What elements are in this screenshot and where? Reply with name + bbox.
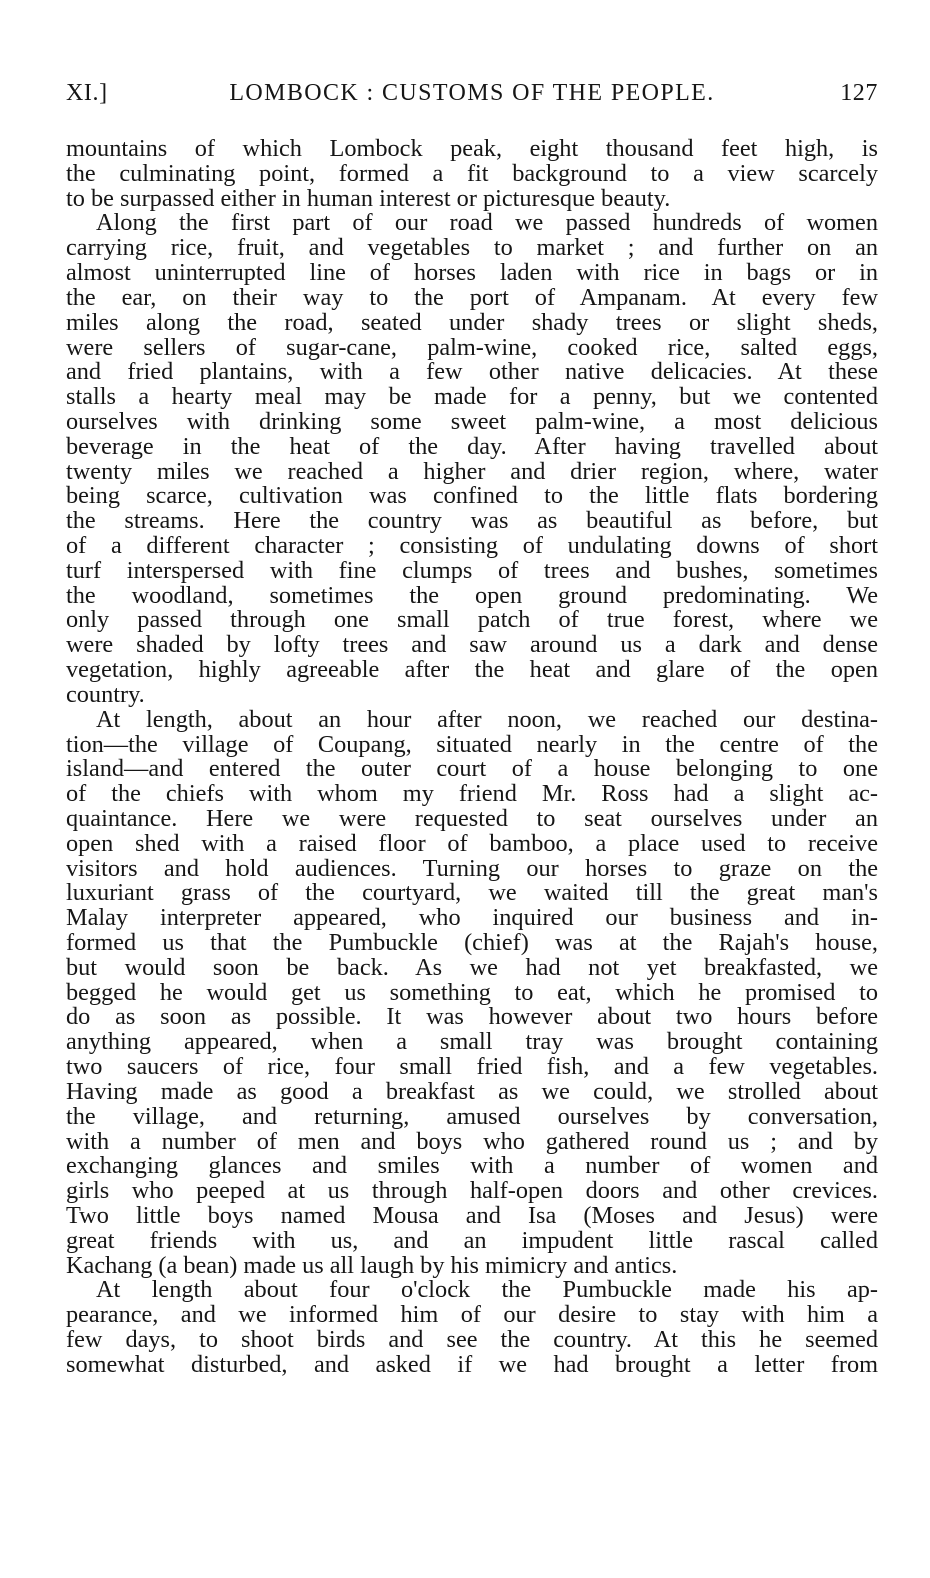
text-line: quaintance. Here we were requested to seat ourselves under an [66,806,878,832]
text-line: luxuriant grass of the courtyard, we waited till the great man's [66,881,878,907]
page-number: 127 [840,80,878,106]
text-line: of a different character ; consisting of undulating downs of short [66,534,878,559]
text-line: carrying rice, fruit, and vegetables to market ; and further on an [66,236,878,262]
text-line: with a number of men and boys who gathered round us ; and by [66,1129,878,1155]
text-line: were sellers of sugar-cane, palm-wine, cooked rice, salted eggs, [66,335,878,361]
text-line: tion—the village of Coupang, situated nearly in the centre of the [66,732,878,758]
text-line: but would soon be back. As we had not yet breakfasted, we [66,955,878,981]
text-line: and fried plantains, with a few other native delicacies. At these [66,360,878,386]
text-line: the streams. Here the country was as beautiful as before, but [66,509,878,534]
text-line: the ear, on their way to the port of Ampanam. At every few [66,285,878,311]
text-line: being scarce, cultivation was confined to the little flats bordering [66,484,878,510]
text-line: twenty miles we reached a higher and drier region, where, water [66,459,878,485]
text-line: Kachang (a bean) made us all laugh by his mimicry and antics. [66,1253,678,1279]
text-line: stalls a hearty meal may be made for a penny, but we contented [66,385,878,410]
text-line: open shed with a raised floor of bamboo, a place used to receive [66,831,878,857]
text-line: Along the first part of our road we passed hundreds of women [96,211,878,237]
text-line: the woodland, sometimes the open ground predominating. We [66,583,878,609]
text-line: visitors and hold audiences. Turning our horses to graze on the [66,856,878,882]
text-line: of the chiefs with whom my friend Mr. Ross had a slight ac- [66,782,878,807]
text-line: two saucers of rice, four small fried fish, and a few vegetables. [66,1055,878,1080]
text-line: miles along the road, seated under shady trees or slight sheds, [66,310,878,336]
text-line: turf interspersed with fine clumps of trees and bushes, sometimes [66,558,878,584]
text-line: few days, to shoot birds and see the country. At this he seemed [66,1328,878,1353]
text-line: Two little boys named Mousa and Isa (Moses and Jesus) were [66,1203,878,1229]
text-line: girls who peeped at us through half-open doors and other crevices. [66,1179,878,1204]
text-line: the culminating point, formed a fit background to a view scarcely [66,161,878,187]
text-line: At length about four o'clock the Pumbuckle made his ap- [96,1278,878,1304]
text-line: were shaded by lofty trees and saw around us a dark and dense [66,633,878,659]
chapter-marker: XI.] [66,80,108,106]
running-header [66,80,878,112]
text-line: island—and entered the outer court of a house belonging to one [66,757,878,783]
text-line: do as soon as possible. It was however about two hours before [66,1005,878,1031]
body-text [66,137,878,1378]
text-line: country. [66,682,145,708]
text-line: the village, and returning, amused ourselves by conversation, [66,1104,878,1130]
text-line: exchanging glances and smiles with a number of women and [66,1154,878,1180]
text-line: almost uninterrupted line of horses laden with rice in bags or in [66,261,878,286]
text-line: to be surpassed either in human interest or picturesque beauty. [66,186,671,212]
text-line: vegetation, highly agreeable after the heat and glare of the open [66,658,878,683]
text-line: mountains of which Lombock peak, eight thousand feet high, is [66,137,878,162]
text-line: beverage in the heat of the day. After having travelled about [66,434,878,460]
text-line: anything appeared, when a small tray was brought containing [66,1030,878,1056]
running-title: LOMBOCK : CUSTOMS OF THE PEOPLE. [229,80,715,106]
text-line: begged he would get us something to eat, which he promised to [66,980,878,1006]
text-line: great friends with us, and an impudent little rascal called [66,1228,878,1254]
text-line: only passed through one small patch of true forest, where we [66,608,878,634]
text-line: Having made as good a breakfast as we could, we strolled about [66,1079,878,1105]
text-line: ourselves with drinking some sweet palm-wine, a most delicious [66,409,878,435]
text-line: pearance, and we informed him of our desire to stay with him a [66,1303,878,1328]
text-line: formed us that the Pumbuckle (chief) was at the Rajah's house, [66,931,878,956]
text-line: At length, about an hour after noon, we reached our destina- [96,707,878,733]
text-line: somewhat disturbed, and asked if we had brought a letter from [66,1352,878,1378]
text-line: Malay interpreter appeared, who inquired our business and in- [66,906,878,931]
